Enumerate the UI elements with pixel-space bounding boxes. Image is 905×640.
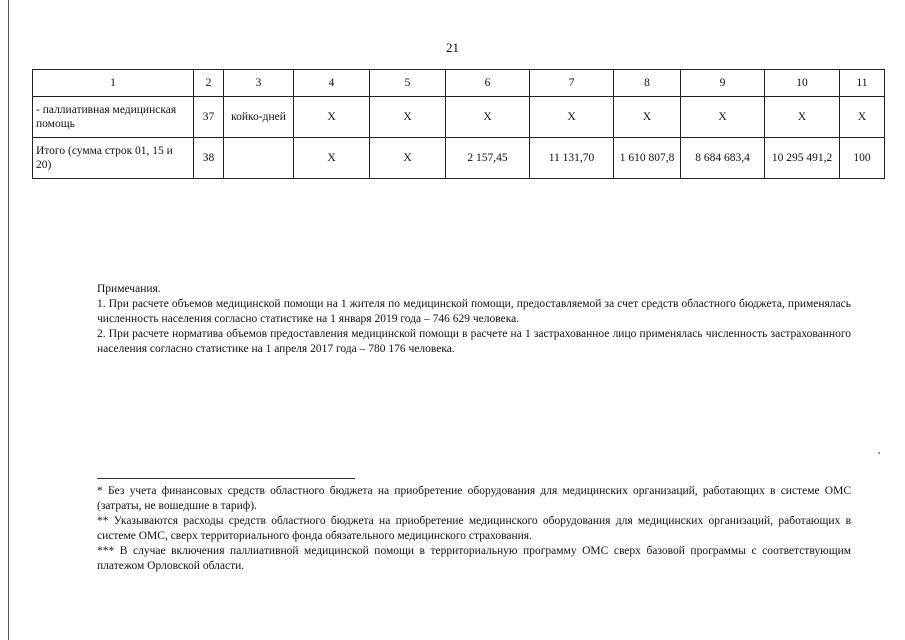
header-cell: 6 <box>446 70 530 97</box>
table-cell: койко-дней <box>224 97 294 138</box>
header-cell: 7 <box>530 70 614 97</box>
header-cell: 11 <box>840 70 885 97</box>
table-cell: 10 295 491,2 <box>765 138 840 179</box>
data-table <box>32 69 885 179</box>
note-item: 1. При расчете объемов медицинской помощи на 1 жителя по медицинской помощи, предоставляемой за счет средств областного бюджета, применялась численность населения согласно статистике на 1 января 2019 года – 746 629 человека. <box>97 298 851 325</box>
table-header-row <box>33 70 885 97</box>
table-cell: 1 610 807,8 <box>614 138 681 179</box>
table-cell <box>224 138 294 179</box>
row-label: - паллиативная медицинская помощь <box>33 97 194 138</box>
table-cell: 100 <box>840 138 885 179</box>
table-cell: Х <box>370 138 446 179</box>
table-cell: Х <box>294 138 370 179</box>
table-row <box>33 97 885 138</box>
row-label: Итого (сумма строк 01, 15 и 20) <box>33 138 194 179</box>
header-cell: 5 <box>370 70 446 97</box>
notes-title: Примечания. <box>97 283 161 295</box>
table-row <box>33 138 885 179</box>
header-cell: 2 <box>194 70 224 97</box>
header-cell: 4 <box>294 70 370 97</box>
table-cell: 38 <box>194 138 224 179</box>
header-cell: 10 <box>765 70 840 97</box>
page-number: 21 <box>446 40 459 55</box>
header-cell: 8 <box>614 70 681 97</box>
table-cell: Х <box>614 97 681 138</box>
table-cell: Х <box>681 97 765 138</box>
table-cell: Х <box>765 97 840 138</box>
note-item: 2. При расчете норматива объемов предоставления медицинской помощи в расчете на 1 застрахованное лицо применялась численность застрахованного населения согласно статистике на 1 апреля 2017 года – 780 176 человека. <box>97 328 851 355</box>
table-cell: 8 684 683,4 <box>681 138 765 179</box>
footnote-divider <box>97 478 355 479</box>
header-cell: 3 <box>224 70 294 97</box>
table-cell: Х <box>294 97 370 138</box>
table-cell: Х <box>530 97 614 138</box>
header-cell: 9 <box>681 70 765 97</box>
table-cell: Х <box>840 97 885 138</box>
footnote: * Без учета финансовых средств областного бюджета на приобретение оборудования для медицинских организаций, работающих в системе ОМС (затраты, не вошедшие в тариф). <box>97 485 851 512</box>
table-cell: 2 157,45 <box>446 138 530 179</box>
table-cell: 37 <box>194 97 224 138</box>
page-edge-line <box>8 0 9 640</box>
scan-speck <box>878 452 880 454</box>
table-cell: Х <box>446 97 530 138</box>
footnote: *** В случае включения паллиативной медицинской помощи в территориальную программу ОМС сверх базовой программы с соответствующим платежом Орловской области. <box>97 545 851 572</box>
footnote: ** Указываются расходы средств областного бюджета на приобретение медицинского оборудования для медицинских организаций, работающих в системе ОМС, сверх территориального фонда обязательного медицинского страхования. <box>97 515 851 542</box>
table-cell: 11 131,70 <box>530 138 614 179</box>
header-cell: 1 <box>33 70 194 97</box>
footnotes-section <box>97 484 851 574</box>
table-cell: Х <box>370 97 446 138</box>
notes-section <box>97 282 851 357</box>
